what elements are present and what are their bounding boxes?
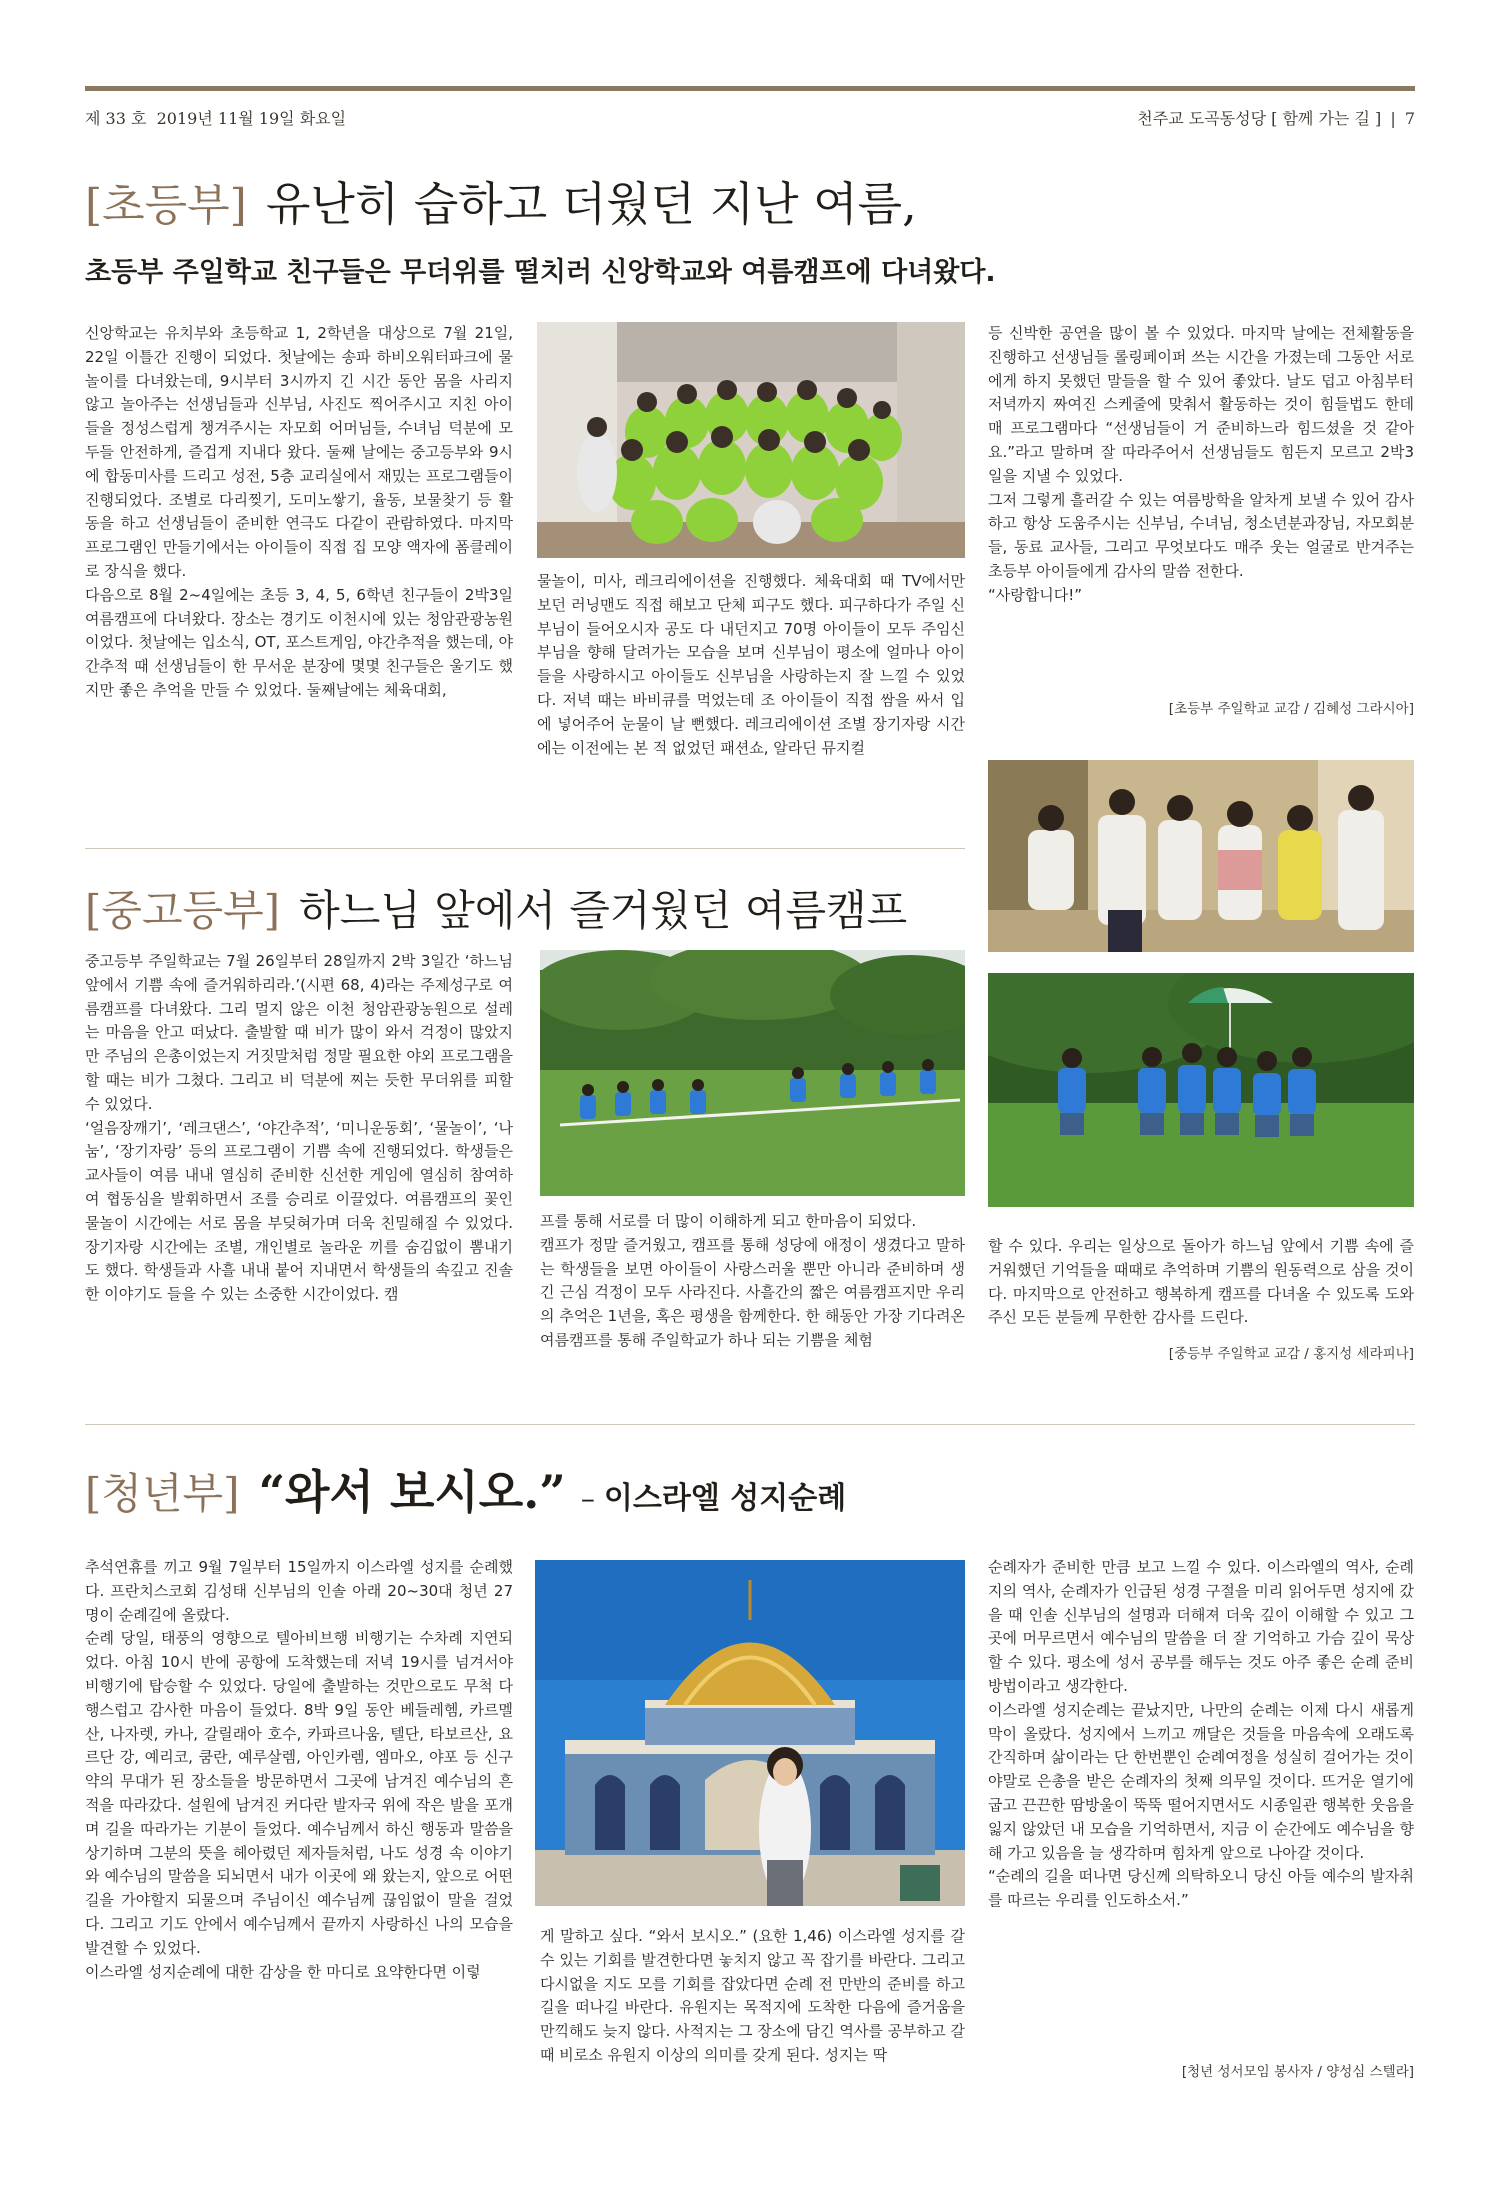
header-parish <box>1137 106 1415 129</box>
costume-photo <box>988 760 1414 952</box>
article2-title: 하느님 앞에서 즐거웠던 여름캠프 <box>299 886 908 935</box>
article2-heading <box>85 878 907 938</box>
paragraph: 물놀이, 미사, 레크리에이션을 진행했다. 체육대회 때 TV에서만 보던 러닝맨도 직접 해보고 단체 피구도 했다. 피구하다가 주일 신부님이 들어오시자 공도 다 내던지고 70명 아이들이 모두 주임신부님을 향해 달려가는 모습을 보며 신부님이 평소에 얼마나 아이들을 사랑하시고 아이들도 신부님을 사랑하는지 잘 느낄 수 있었다. 저녁 때는 바비큐를 먹었는데 조 아이들이 직접 쌈을 싸서 입에 넣어주어 눈물이 날 뻔했다. 레크리에이션 조별 장기자랑 시간에는 이전에는 본 적 없었던 패션쇼, 알라딘 뮤지컬 <box>537 572 965 757</box>
article1-column-2 <box>537 570 965 760</box>
paragraph: 신앙학교는 유치부와 초등학교 1, 2학년을 대상으로 7월 21일, 22일 이틀간 진행이 되었다. 첫날에는 송파 하비오워터파크에 물놀이를 다녀왔는데, 9시부터 3시까지 긴 시간 동안 몸을 사리지 않고 놀아주는 선생님들과 신부님, 사진도 찍어주시고 지친 아이들을 정성스럽게 챙겨주시는 자모회 어머님들, 수녀님 덕분에 모두들 안전하게, 즐겁게 지내다 왔다. 둘째 날에는 중고등부와 9시에 합동미사를 드리고 성전, 5층 교리실에서 재밌는 프로그램들이 진행되었다. 조별로 다리찢기, 도미노쌓기, 율동, 보물찾기 등 활동을 하고 선생님들이 준비한 연극도 다같이 관람하였다. 마지막 프로그램인 만들기에서는 아이들이 직접 집 모양 액자에 폼클레이로 장식을 했다. <box>85 324 513 580</box>
parish-name: 천주교 도곡동성당 <box>1137 109 1267 128</box>
article1-subtitle: 초등부 주일학교 친구들은 무더위를 떨치러 신앙학교와 여름캠프에 다녀왔다. <box>85 257 996 288</box>
section-name: [ 함께 가는 길 ] <box>1271 109 1382 128</box>
paragraph: 중고등부 주일학교는 7월 26일부터 28일까지 2박 3일간 ‘하느님 앞에서 기쁨 속에 즐거워하리라.’(시편 68, 4)라는 주제성구로 여름캠프를 다녀왔다. 그리 멀지 않은 이천 청암관광농원으로 설레는 마음을 안고 떠났다. 출발할 때 비가 많이 와서 걱정이 많았지만 주님의 은총이었는지 거짓말처럼 정말 필요한 야외 프로그램을 할 때는 비가 그쳤다. 그리고 비 덕분에 찌는 듯한 무더위를 피할 수 있었다. <box>85 952 513 1113</box>
article3-heading <box>85 1456 846 1522</box>
umbrella-photo <box>988 973 1414 1207</box>
paragraph: 게 말하고 싶다. “와서 보시오.” (요한 1,46) 이스라엘 성지를 갈 수 있는 기회를 발견한다면 놓치지 않고 꼭 잡기를 바란다. 그리고 다시없을 지도 모를 기회를 잡았다면 순례 전 만반의 준비를 하고 길을 떠나길 바란다. 유원지는 목적지에 도착한 다음에 즐거움을 만끽해도 늦지 않다. 사적지는 그 장소에 담긴 역사를 공부하고 갈 때 비로소 유원지 이상의 의미를 갖게 된다. 성지는 딱 <box>540 1927 965 2064</box>
umbrella-photo-image <box>988 973 1414 1207</box>
header-rule <box>85 86 1415 91</box>
paragraph: “순례의 길을 떠나면 당신께 의탁하오니 당신 아들 예수의 발자취를 따르는 우리를 인도하소서.” <box>988 1867 1414 1910</box>
tug-of-war-photo-image <box>540 950 965 1196</box>
article1-credit: [초등부 주일학교 교감 / 김혜성 그라시아] <box>1168 701 1414 717</box>
paragraph: “사랑합니다!” <box>988 585 1083 604</box>
paragraph: 순례자가 준비한 만큼 보고 느낄 수 있다. 이스라엘의 역사, 순례지의 역사, 순례자가 인급된 성경 구절을 미리 읽어두면 성지에 갔을 때 인솔 신부님의 설명과 더해져 더욱 깊이 이해할 수 있고 그곳에 머무르면서 예수님의 말씀을 더 잘 기억하고 가슴 깊이 묵상할 수 있다. 평소에 성서 공부를 해두는 것도 아주 좋은 순례 준비방법이라고 생각한다. <box>988 1558 1414 1695</box>
article1-column-1 <box>85 322 513 703</box>
dome-of-the-rock-photo <box>535 1560 965 1906</box>
group-photo <box>537 322 965 558</box>
article3-title: “와서 보시오.” <box>258 1465 566 1519</box>
article2-column-2 <box>540 1210 965 1353</box>
section-divider-2 <box>85 1424 1415 1425</box>
article1-title: 유난히 습하고 더웠던 지난 여름, <box>265 177 917 231</box>
group-photo-image <box>537 322 965 558</box>
paragraph: 추석연휴를 끼고 9월 7일부터 15일까지 이스라엘 성지를 순례했다. 프란치스코회 김성태 신부님의 인솔 아래 20~30대 청년 27명이 순례길에 올랐다. <box>85 1558 513 1624</box>
header-separator: | <box>1390 109 1396 128</box>
article3-column-1 <box>85 1556 513 1984</box>
tug-of-war-photo <box>540 950 965 1196</box>
article3-credit: [청년 성서모임 봉사자 / 양성심 스텔라] <box>1181 2064 1414 2080</box>
article2-tag: [중고등부] <box>85 886 281 935</box>
paragraph: 할 수 있다. 우리는 일상으로 돌아가 하느님 앞에서 기쁨 속에 즐거워했던 기억들을 때때로 추억하며 기쁨의 원동력으로 삼을 것이다. 마지막으로 안전하고 행복하게 캠프를 다녀올 수 있도록 도와주신 모든 분들께 무한한 감사를 드린다. <box>988 1237 1414 1327</box>
article2-column-3 <box>988 1235 1414 1330</box>
paragraph: ‘얼음장깨기’, ‘레크댄스’, ‘야간추적’, ‘미니운동회’, ‘물놀이’, ‘나눔’, ‘장기자랑’ 등의 프로그램이 기쁨 속에 진행되었다. 학생들은 교사들이 여름 내내 열심히 준비한 신선한 게임에 열심히 참여하여 협동심을 발휘하면서 조를 승리로 이끌었다. 여름캠프의 꽃인 물놀이 시간에는 서로 몸을 부딪혀가며 더욱 친밀해질 수 있었다. 장기자랑 시간에는 조별, 개인별로 놀라운 끼를 숨김없이 뽐내기도 했다. 학생들과 사흘 내내 붙어 지내면서 학생들의 속깊고 진솔한 이야기도 들을 수 있는 소중한 시간이었다. 캠 <box>85 1118 513 1304</box>
paragraph: 등 신박한 공연을 많이 볼 수 있었다. 마지막 날에는 전체활동을 진행하고 선생님들 롤링페이퍼 쓰는 시간을 가졌는데 그동안 서로에게 하지 못했던 말들을 할 수 있어 좋았다. 날도 덥고 아침부터 저녁까지 짜여진 스케줄에 맞춰서 활동하는 것이 힘들법도 한데 매 프로그램마다 “선생님들이 거 준비하느라 힘드셨을 것 같아요.”라고 말하며 잘 따라주어서 선생님들도 힘든지 모르고 2박3일을 지낼 수 있었다. <box>988 324 1414 485</box>
paragraph: 이스라엘 성지순례는 끝났지만, 나만의 순례는 이제 다시 새롭게 막이 올랐다. 성지에서 느끼고 깨달은 것들을 마음속에 오래도록 간직하며 삶이라는 단 한번뿐인 순례여정을 성실히 걸어가는 것이야말로 은총을 받은 순례자의 첫째 의무일 것이다. 뜨거운 열기에 굽고 끈끈한 땀방울이 뚝뚝 떨어지면서도 시종일관 행복한 웃음을 잃지 않았던 내 모습을 기억하면서, 지금 이 순간에도 예수님을 향해 가고 있음을 늘 생각하며 힘차게 앞으로 나아갈 것이다. <box>988 1700 1414 1862</box>
article3-column-2 <box>540 1925 965 2068</box>
article3-tag: [청년부] <box>85 1469 240 1518</box>
article2-credit: [중등부 주일학교 교감 / 홍지성 세라피나] <box>1168 1346 1414 1362</box>
costume-photo-image <box>988 760 1414 952</box>
paragraph: 다음으로 8월 2~4일에는 초등 3, 4, 5, 6학년 친구들이 2박3일 여름캠프에 다녀왔다. 장소는 경기도 이천시에 있는 청암관광농원이었다. 첫날에는 입소식, OT, 포스트게임, 야간추적을 했는데, 야간추적 때 선생님들이 한 무서운 분장에 몇몇 친구들은 울기도 했지만 좋은 추억을 만들 수 있었다. 둘째날에는 체육대회, <box>85 585 513 699</box>
paragraph: 그저 그렇게 흘러갈 수 있는 여름방학을 알차게 보낼 수 있어 감사하고 항상 도움주시는 신부님, 수녀님, 청소년분과장님, 자모회분들, 동료 교사들, 그리고 무엇보다도 매주 웃는 얼굴로 반겨주는 초등부 아이들에게 감사의 말씀 전한다. <box>988 490 1414 580</box>
article3-subtitle: 이스라엘 성지순례 <box>603 1481 847 1516</box>
paragraph: 이스라엘 성지순례에 대한 감상을 한 마디로 요약한다면 이렇 <box>85 1962 481 1981</box>
paragraph: 캠프가 정말 즐거웠고, 캠프를 통해 성당에 애정이 생겼다고 말하는 학생들을 보면 아이들이 사랑스러울 뿐만 아니라 준비하며 생긴 근심 걱정이 모두 사라진다. 사흘간의 짧은 여름캠프지만 우리의 추억은 1년을, 혹은 평생을 함께한다. 한 해동안 가장 기다려온 여름캠프를 통해 주일학교가 하나 되는 기쁨을 체험 <box>540 1235 965 1349</box>
section-divider-1 <box>85 848 965 849</box>
header-issue-date <box>85 106 346 129</box>
issue-number: 제 33 호 <box>85 109 147 128</box>
article2-column-1 <box>85 950 513 1307</box>
dome-photo-image <box>535 1560 965 1906</box>
paragraph: 프를 통해 서로를 더 많이 이해하게 되고 한마음이 되었다. <box>540 1212 917 1230</box>
paragraph: 순례 당일, 태풍의 영향으로 텔아비브행 비행기는 수차례 지연되었다. 아침 10시 반에 공항에 도착했는데 저녁 19시를 넘겨서야 비행기에 탑승할 수 있었다. 당일에 출발하는 것만으로도 무척 다행스럽고 감사한 마음이 들었다. 8박 9일 동안 베들레헴, 카르멜 산, 나자렛, 카나, 갈릴래아 호수, 카파르나움, 텔단, 타보르산, 요르단 강, 예리코, 쿰란, 예루살렘, 아인카렘, 엠마오, 야포 등 신구약의 무대가 된 장소들을 방문하면서 그곳에 남겨진 예수님의 흔적을 따라갔다. 설원에 남겨진 커다란 발자국 위에 작은 발을 포개며 길을 따라가는 기분이 들었다. 예수님께서 하신 행동과 말씀을 상기하며 그분의 뜻을 헤아렸던 제자들처럼, 나도 성경 속 이야기와 예수님의 말씀을 되뇌면서 내가 이곳에 왜 왔는지, 앞으로 어떤 길을 가야할지 되물으며 주님이신 예수님께 끊임없이 말을 걸었다. 그리고 기도 안에서 예수님께서 끝까지 사랑하신 나의 모습을 발견할 수 있었다. <box>85 1629 513 1957</box>
article1-column-3 <box>988 322 1414 608</box>
article3-column-3 <box>988 1556 1414 1913</box>
article3-dash: – <box>580 1482 595 1515</box>
issue-date: 2019년 11월 19일 화요일 <box>156 109 347 128</box>
page-number: 7 <box>1404 109 1415 128</box>
article1-heading <box>85 168 917 234</box>
article1-tag: [초등부] <box>85 180 247 231</box>
